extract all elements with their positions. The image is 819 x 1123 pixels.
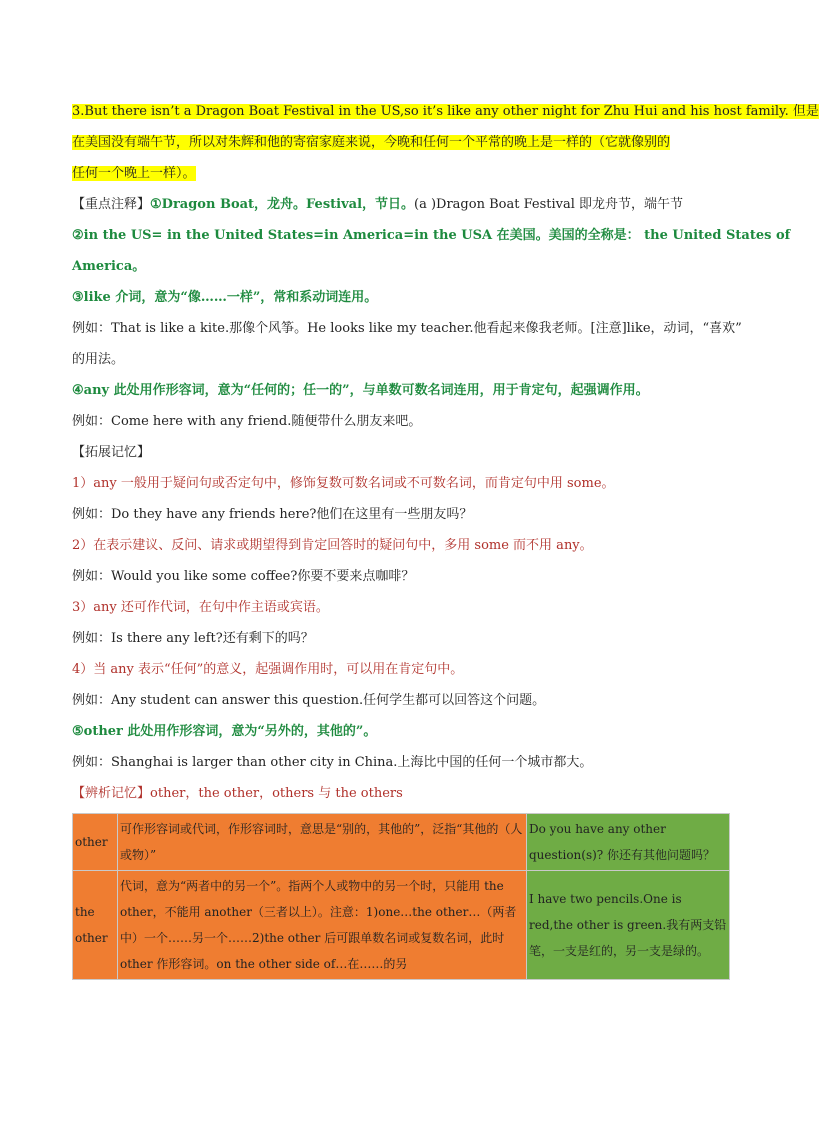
expand-rule-4: 4）当 any 表示“任何”的意义，起强调作用时，可以用在肯定句中。: [72, 662, 464, 677]
note-3-example-1: 例如：That is like a kite.那像个风筝。He looks like my teacher.他看起来像我老师。[注意]like，动词，“喜欢”: [72, 321, 742, 336]
note-4: ④any 此处用作形容词，意为“任何的；任一的”，与单数可数名词连用，用于肯定句，起强调作用。: [72, 383, 649, 398]
table-row: [73, 814, 730, 871]
example-text: I have two pencils.One is red,the other is green.我有两支铅笔，一支是红的，另一支是绿的。: [529, 892, 727, 958]
document-page: [72, 96, 819, 980]
expand-heading: 【拓展记忆】: [72, 445, 151, 460]
note-1: [72, 189, 730, 220]
table-cell-description: [118, 814, 527, 871]
table-cell-word: the other: [73, 871, 118, 980]
table-cell-example: [527, 814, 730, 871]
note-1-rest: (a )Dragon Boat Festival 即龙舟节，端午节: [414, 197, 684, 212]
note-1-key: ①Dragon Boat，龙舟。Festival，节日。: [150, 197, 415, 212]
note-2-line-2: America。: [72, 259, 146, 274]
table-cell-word: other: [73, 814, 118, 871]
expand-example-3: 例如：Is there any left?还有剩下的吗？: [72, 631, 314, 646]
compare-heading-line: [72, 778, 730, 809]
expand-rule-2: 2）在表示建议、反问、请求或期望得到肯定回答时的疑问句中，多用 some 而不用 any。: [72, 538, 593, 553]
description-text: 代词，意为“两者中的另一个”。指两个人或物中的另一个时，只能用 the other，不能用 another（三者以上）。注意：1)one…the other…（两者中）一个……另一个……2)the other 后可跟单数名词或复数名词，此时 other 作形容词。on the other side of…在……的另: [120, 879, 517, 971]
expand-example-2: 例如：Would you like some coffee?你要不要来点咖啡？: [72, 569, 415, 584]
expand-example-4: 例如：Any student can answer this question.任何学生都可以回答这个问题。: [72, 693, 546, 708]
note-3: ③like 介词，意为“像……一样”，常和系动词连用。: [72, 290, 378, 305]
note-3-example-2: 的用法。: [72, 352, 125, 367]
note-2-line-1: ②in the US= in the United States=in America=in the USA 在美国。美国的全称是： the United States of: [72, 228, 791, 243]
compare-title: other，the other，others 与 the others: [150, 786, 403, 801]
sentence-block: [72, 96, 819, 189]
expand-example-1: 例如：Do they have any friends here?他们在这里有一些朋友吗？: [72, 507, 473, 522]
expand-rule-3: 3）any 还可作代词，在句中作主语或宾语。: [72, 600, 329, 615]
table-row: [73, 871, 730, 980]
expand-rule-1: 1）any 一般用于疑问句或否定句中，修饰复数可数名词或不可数名词，而肯定句中用 some。: [72, 476, 615, 491]
compare-heading: 【辨析记忆】: [72, 786, 151, 801]
sentence-line-3: 任何一个晚上一样）。: [72, 166, 196, 181]
note-5: ⑤other 此处用作形容词，意为“另外的，其他的”。: [72, 724, 377, 739]
note-4-example: 例如：Come here with any friend.随便带什么朋友来吧。: [72, 414, 422, 429]
notes-heading: 【重点注释】: [72, 197, 151, 212]
comparison-table: [72, 813, 730, 980]
note-5-example: 例如：Shanghai is larger than other city in China.上海比中国的任何一个城市都大。: [72, 755, 593, 770]
sentence-line-1: 3.But there isn’t a Dragon Boat Festival in the US,so it’s like any other night for Zhu Hui and his host family. 但是: [72, 104, 819, 119]
description-text: 可作形容词或代词，作形容词时，意思是“别的，其他的”，泛指“其他的（人或物）”: [120, 822, 523, 862]
example-text: Do you have any other question(s)? 你还有其他问题吗？: [529, 822, 716, 862]
table-cell-example: [527, 871, 730, 980]
table-cell-description: [118, 871, 527, 980]
sentence-line-2: 在美国没有端午节，所以对朱辉和他的寄宿家庭来说，今晚和任何一个平常的晚上是一样的（它就像别的: [72, 135, 671, 150]
